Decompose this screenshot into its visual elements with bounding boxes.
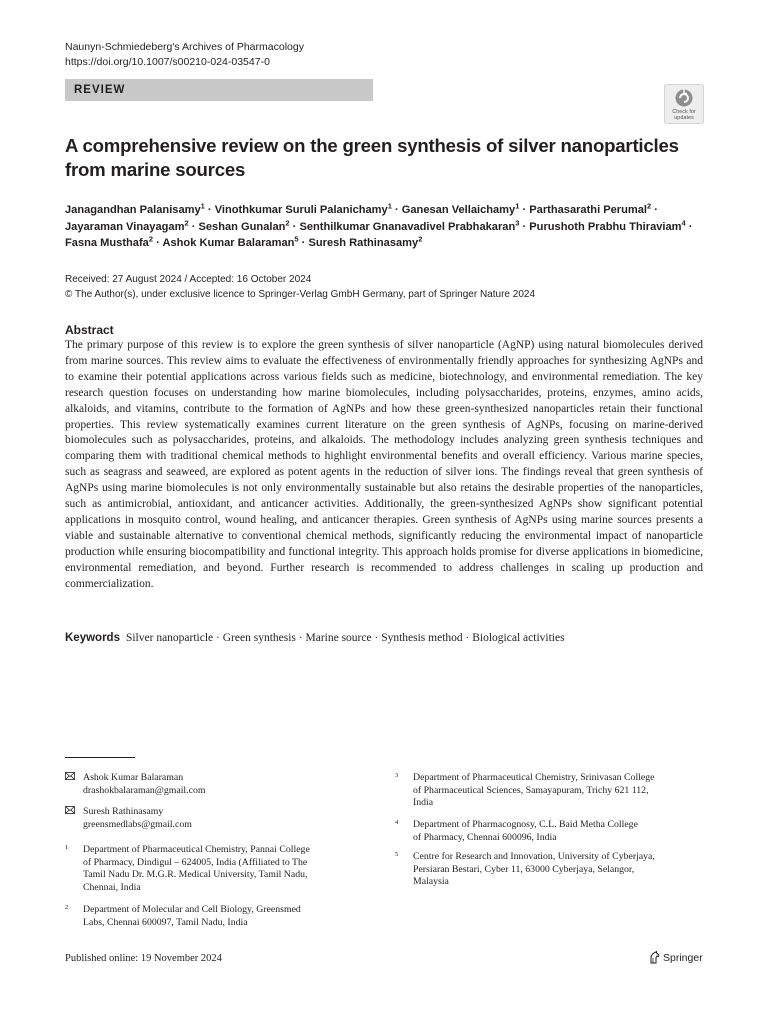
affiliation-line: Department of Pharmaceutical Chemistry, Pannai College (83, 844, 310, 855)
corresponding-author-email[interactable]: greensmedlabs@gmail.com (83, 818, 192, 830)
affiliation-number: 5 (395, 851, 399, 858)
svg-text:updates: updates (674, 115, 694, 121)
keyword[interactable]: Biological activities (472, 632, 565, 644)
abstract-heading: Abstract (65, 323, 114, 337)
corresponding-author-name: Ashok Kumar Balaraman (83, 772, 184, 783)
article-history (65, 273, 535, 302)
corresponding-author-email[interactable]: drashokbalaraman@gmail.com (83, 784, 206, 796)
check-for-updates-icon (664, 84, 704, 124)
affiliation-number: 3 (395, 772, 399, 779)
author-name[interactable]: Fasna Musthafa (65, 237, 149, 249)
affiliation-line: Malaysia (413, 876, 449, 887)
keyword[interactable]: Silver nanoparticle (125, 632, 214, 644)
author-separator: · (289, 220, 300, 233)
keyword-separator: · (371, 632, 382, 644)
author-name[interactable]: Suresh Rathinasamy (308, 237, 419, 249)
published-online-date: Published online: 19 November 2024 (65, 953, 222, 964)
affiliation-line: India (413, 797, 434, 808)
author-affiliation-marker: 1 (200, 201, 205, 211)
affiliation-1 (65, 844, 375, 894)
affiliation-5 (395, 851, 715, 889)
author-name[interactable]: Janagandhan Palanisamy (65, 204, 201, 216)
keywords-label: Keywords (65, 632, 120, 644)
affiliation-line: of Pharmacy, Dindigul – 624005, India (Affiliated to The (83, 856, 308, 868)
author-name[interactable]: Ganesan Vellaichamy (401, 204, 516, 216)
affiliation-line: of Pharmacy, Chennai 600096, India (413, 831, 557, 843)
author-name[interactable]: Senthilkumar Gnanavadivel Prabhakaran (299, 220, 516, 233)
springer-horse-icon (648, 951, 660, 964)
author-name[interactable]: Seshan Gunalan (198, 220, 286, 233)
author-affiliation-marker: 2 (647, 201, 652, 211)
affiliation-4 (395, 819, 715, 844)
author-affiliation-marker: 2 (285, 217, 290, 227)
svg-text:Check for: Check for (672, 109, 696, 115)
author-separator: · (651, 204, 658, 216)
affiliation-number: 1 (65, 844, 69, 851)
envelope-icon (65, 772, 75, 785)
publisher-logo (648, 951, 703, 964)
author-affiliation-marker: 1 (387, 201, 392, 211)
publisher-name: Springer (663, 951, 703, 964)
keyword-separator: · (295, 632, 306, 644)
affiliation-line: Centre for Research and Innovation, University of Cyberjaya, (413, 851, 655, 862)
author-name[interactable]: Ashok Kumar Balaraman (162, 237, 295, 249)
author-name[interactable]: Parthasarathi Perumal (529, 204, 648, 216)
keyword[interactable]: Green synthesis (222, 632, 296, 644)
author-separator: · (685, 220, 693, 233)
author-separator: · (519, 204, 530, 216)
corresponding-author-2 (65, 806, 365, 831)
affiliation-number: 2 (65, 904, 69, 911)
journal-name: Naunyn-Schmiedeberg's Archives of Pharmacology (65, 41, 304, 53)
affiliation-line: Chennai, India (83, 881, 141, 893)
affiliation-line: of Pharmaceutical Sciences, Samayapuram, Trichy 621 112, (413, 784, 649, 796)
keywords (65, 631, 715, 646)
author-affiliation-marker: 4 (681, 217, 686, 227)
keywords-list (126, 632, 565, 644)
author-affiliation-marker: 1 (515, 201, 520, 211)
affiliation-line: Department of Pharmacognosy, C.L. Baid Metha College (413, 819, 638, 830)
author-separator: · (391, 204, 402, 216)
check-for-updates-badge[interactable] (664, 84, 704, 124)
keyword[interactable]: Synthesis method (381, 632, 463, 644)
copyright-notice: © The Author(s), under exclusive licence to Springer-Verlag GmbH Germany, part of Springer Nature 2024 (65, 288, 535, 300)
author-name[interactable]: Jayaraman Vinayagam (65, 220, 185, 233)
author-affiliation-marker: 3 (515, 217, 520, 227)
affiliation-line: Department of Pharmaceutical Chemistry, Srinivasan College (413, 772, 655, 783)
author-name[interactable]: Purushoth Prabhu Thiraviam (529, 220, 682, 233)
footnote-divider (65, 757, 135, 758)
author-list (65, 202, 715, 252)
abstract-text: The primary purpose of this review is to explore the green synthesis of silver nanoparticle (AgNP) using natural biomolecules derived from marine sources. This review aims to evaluate the effectiveness of environmentally friendly approaches for synthesizing AgNPs and to examine their potential applications across various fields such as medicine, biotechnology, and environmental remediation. The key research question focuses on understanding how marine biomolecules, including polysaccharides, proteins, enzymes, amino acids, alkaloids, and vitamins, contribute to the formation of AgNPs and how these green-synthesized nanoparticles retain their functional properties. This review systematically examines current literature on the green synthesis of AgNPs, focusing on marine-derived biomolecules such as polysaccharides, proteins, and alkaloids. The methodology includes analyzing green synthesis techniques and comparing them with traditional chemical methods to highlight environmental benefits and overall efficiency. Various marine species, such as seagrass and seaweed, are explored as potent agents in the reduction of silver ions. The findings reveal that green synthesis of AgNPs using marine biomolecules is not only environmentally sustainable but also retains the desirable properties of the nanoparticles, such as antimicrobial, antioxidant, and anticancer activities. Additionally, the green-synthesized AgNPs show significant potential applications in mosquito control, wound healing, and anticancer therapies. Green synthesis of AgNPs using marine sources presents a viable and sustainable alternative to conventional chemical methods, significantly reducing the environmental impact of nanoparticle production while ensuring biocompatibility and functional integrity. This approach holds promise for diverse applications in biomedicine, environmental remediation, and beyond. Further research is recommended to address challenges in scaling up production and commercialization. (65, 339, 703, 590)
doi-link[interactable]: https://doi.org/10.1007/s00210-024-03547-0 (65, 56, 270, 68)
journal-header (65, 40, 304, 70)
author-separator: · (153, 237, 163, 249)
author-affiliation-marker: 2 (418, 234, 423, 244)
author-separator: · (188, 220, 199, 233)
keyword-separator: · (213, 632, 223, 644)
affiliation-2 (65, 904, 375, 929)
author-separator: · (204, 204, 215, 216)
author-separator: · (519, 220, 530, 233)
corresponding-author-name: Suresh Rathinasamy (83, 806, 164, 817)
affiliation-number: 4 (395, 819, 399, 826)
keyword-separator: · (462, 632, 473, 644)
keyword[interactable]: Marine source (305, 632, 372, 644)
author-separator: · (298, 237, 309, 249)
affiliation-line: Department of Molecular and Cell Biology, Greensmed (83, 904, 301, 915)
affiliation-line: Labs, Chennai 600097, Tamil Nadu, India (83, 916, 248, 928)
corresponding-author-1 (65, 772, 365, 797)
affiliation-3 (395, 772, 715, 810)
author-affiliation-marker: 2 (184, 217, 189, 227)
article-title: A comprehensive review on the green synthesis of silver nanoparticles from marine sources (65, 135, 679, 180)
author-affiliation-marker: 2 (148, 234, 154, 244)
affiliation-line: Persiaran Bestari, Cyber 11, 63000 Cyberjaya, Selangor, (413, 863, 635, 875)
author-name[interactable]: Vinothkumar Suruli Palanichamy (214, 204, 388, 216)
article-type-banner: REVIEW (65, 79, 373, 101)
affiliation-line: Tamil Nadu Dr. M.G.R. Medical University, Tamil Nadu, (83, 869, 308, 880)
author-affiliation-marker: 5 (294, 234, 299, 244)
envelope-icon (65, 806, 75, 819)
received-accepted-dates: Received: 27 August 2024 / Accepted: 16 October 2024 (65, 274, 312, 285)
